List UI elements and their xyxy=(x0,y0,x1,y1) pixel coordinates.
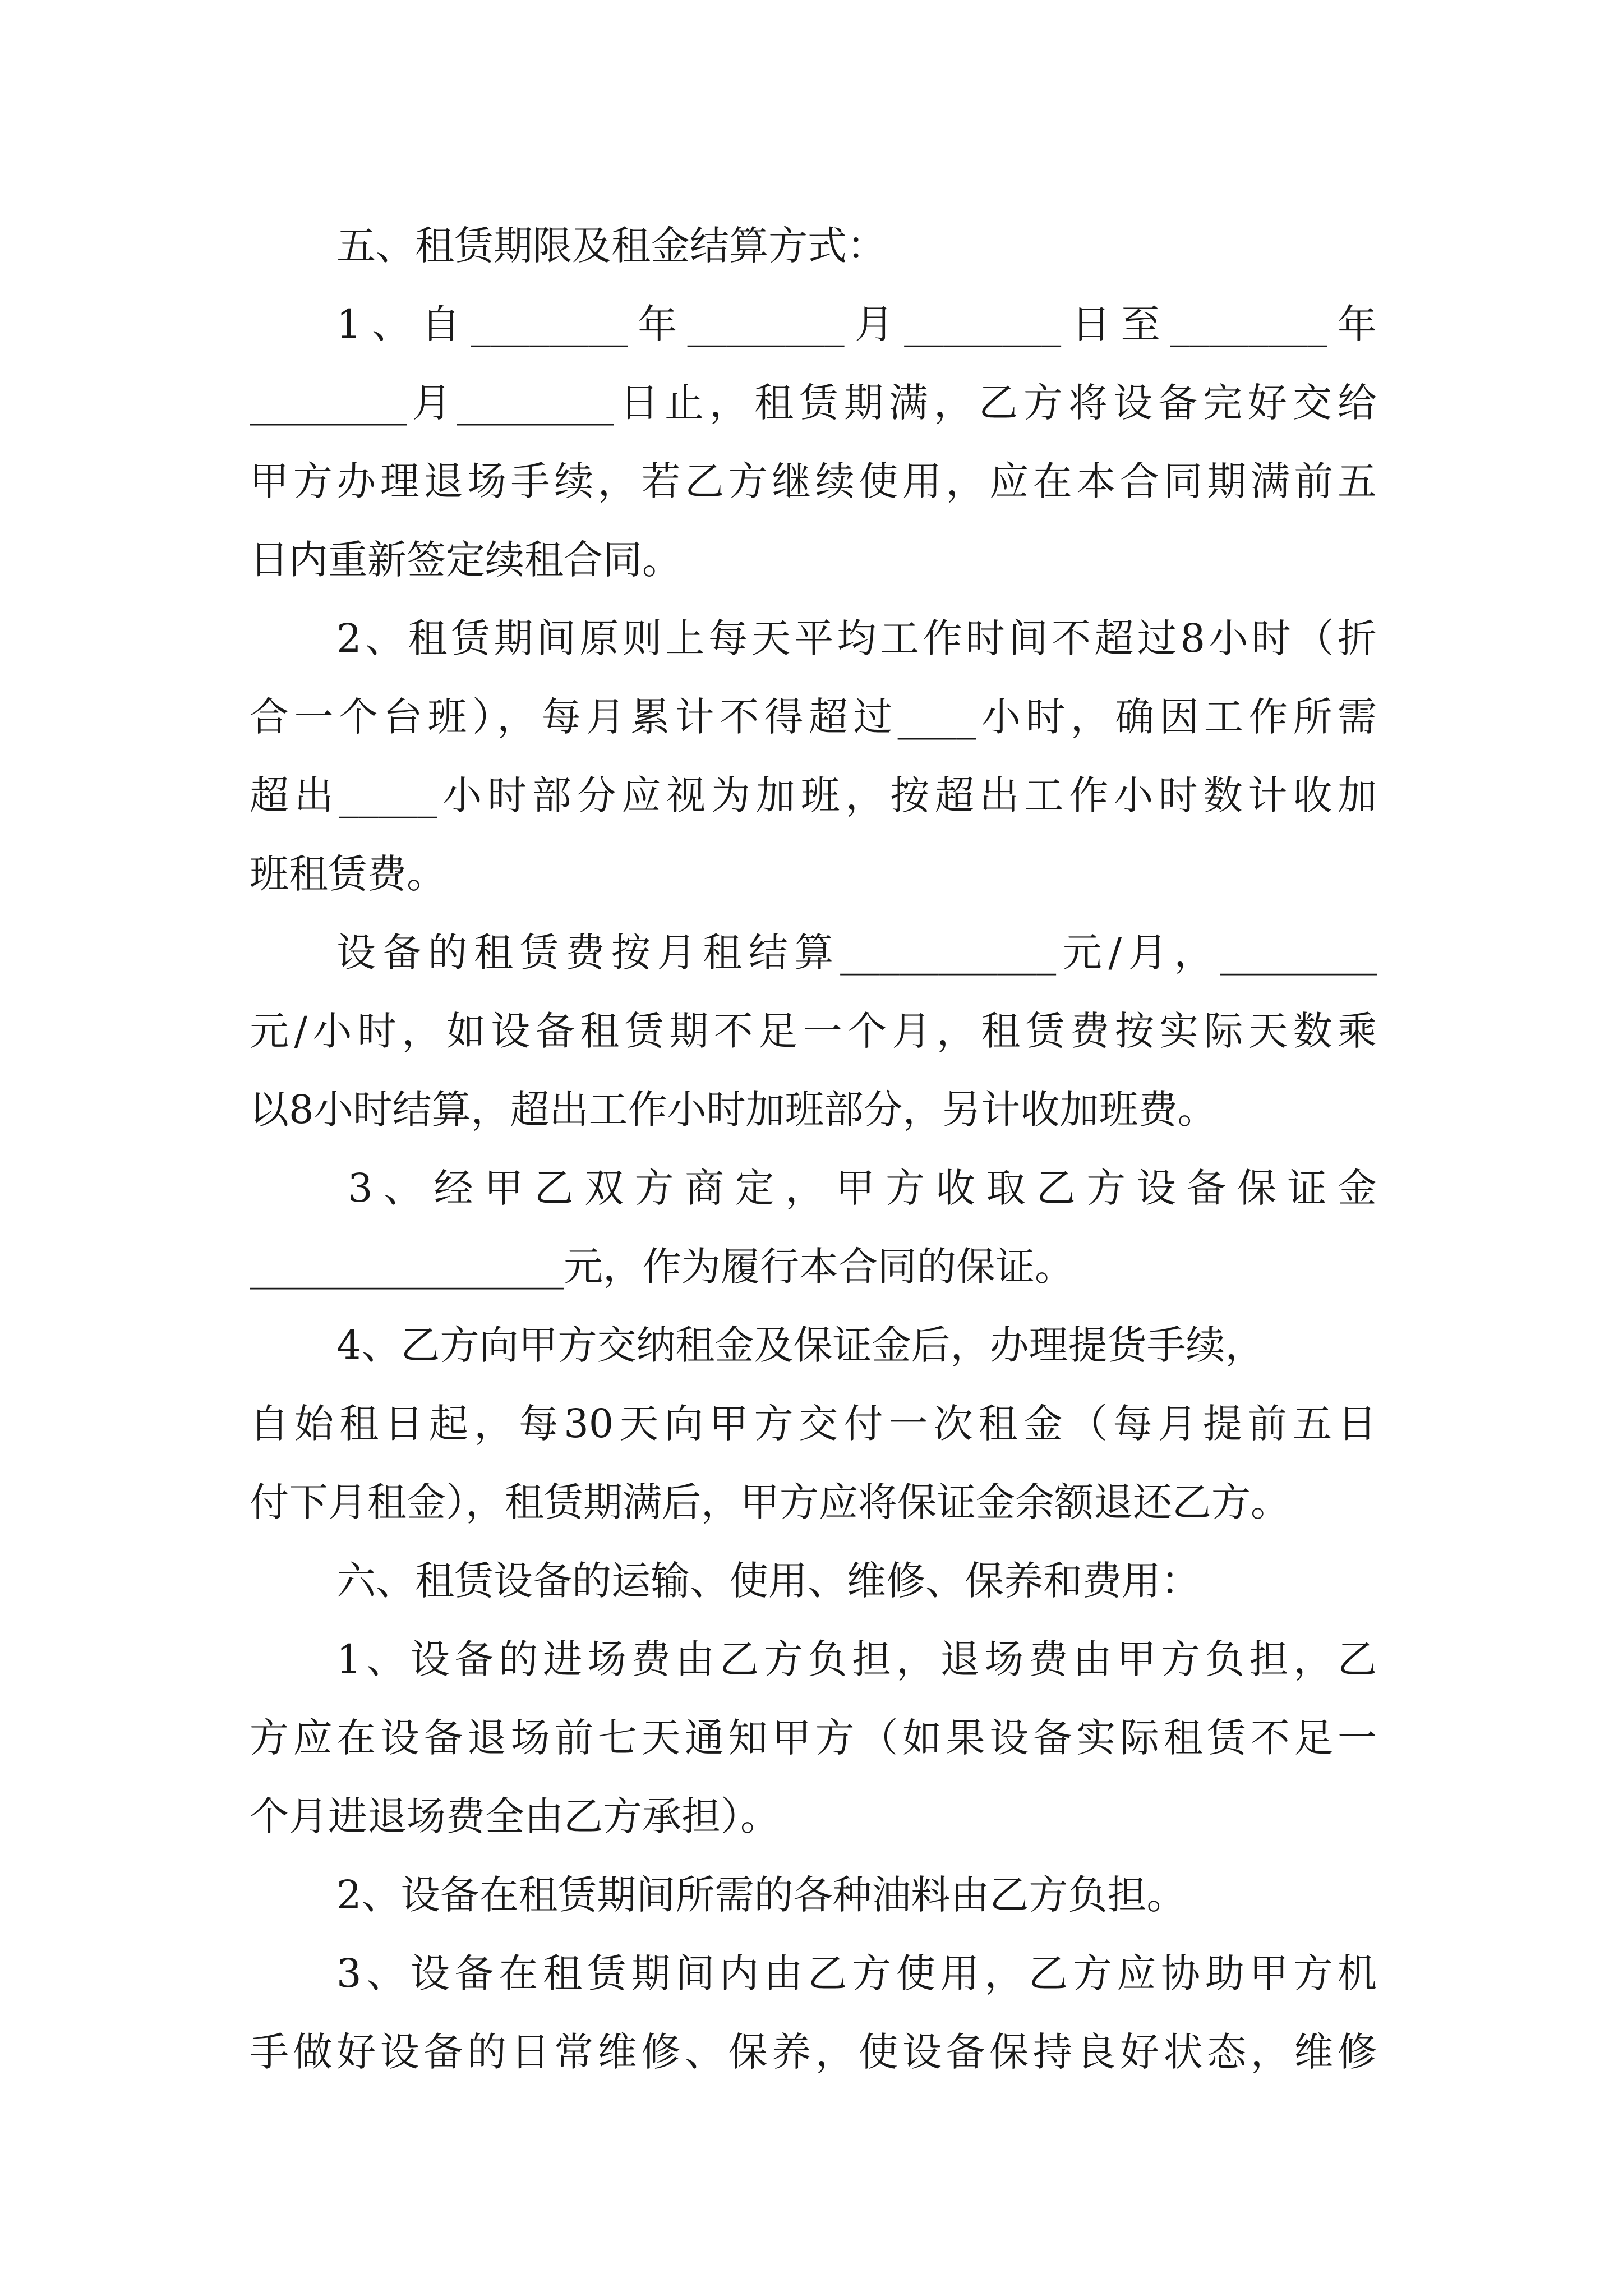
text-line: 元/小时，如设备租赁期不足一个月，租赁费按实际天数乘 xyxy=(250,1008,1377,1054)
text-line: 甲方办理退场手续，若乙方继续使用，应在本合同期满前五 xyxy=(250,458,1377,504)
text-line: 超出_____小时部分应视为加班，按超出工作小时数计收加 xyxy=(250,772,1377,818)
text-line: 合一个台班），每月累计不得超过____小时，确因工作所需 xyxy=(250,694,1377,740)
text-line: 付下月租金），租赁期满后，甲方应将保证金余额退还乙方。 xyxy=(250,1479,1290,1525)
text-line: ________月________日止，租赁期满，乙方将设备完好交给 xyxy=(250,380,1377,426)
section-six-heading: 六、租赁设备的运输、使用、维修、保养和费用： xyxy=(336,1558,1200,1604)
section-five-heading: 五、租赁期限及租金结算方式： xyxy=(336,223,886,269)
text-line: ________________元，作为履行本合同的保证。 xyxy=(250,1244,1074,1290)
text-line: 班租赁费。 xyxy=(250,851,446,897)
text-line: 1、设备的进场费由乙方负担，退场费由甲方负担，乙 xyxy=(336,1636,1377,1682)
text-line: 3、设备在租赁期间内由乙方使用，乙方应协助甲方机 xyxy=(336,1950,1377,1996)
text-line: 自始租日起，每30天向甲方交付一次租金（每月提前五日 xyxy=(250,1401,1377,1447)
text-line: 日内重新签定续租合同。 xyxy=(250,537,681,583)
text-line: 1、自________年________月________日至________年 xyxy=(336,301,1377,347)
text-line: 以8小时结算，超出工作小时加班部分，另计收加班费。 xyxy=(250,1087,1217,1133)
text-line: 2、租赁期间原则上每天平均工作时间不超过8小时（折 xyxy=(336,615,1377,661)
text-line: 方应在设备退场前七天通知甲方（如果设备实际租赁不足一 xyxy=(250,1715,1377,1761)
text-line: 4、乙方向甲方交纳租金及保证金后，办理提货手续， xyxy=(336,1322,1265,1368)
text-line: 手做好设备的日常维修、保养，使设备保持良好状态，维修 xyxy=(250,2029,1377,2075)
text-line: 2、设备在租赁期间所需的各种油料由乙方负担。 xyxy=(336,1872,1186,1918)
text-line: 设备的租赁费按月租结算___________元/月，________ xyxy=(336,930,1377,976)
text-line: 3、经甲乙双方商定，甲方收取乙方设备保证金 xyxy=(348,1165,1377,1211)
text-line: 个月进退场费全由乙方承担）。 xyxy=(250,1793,780,1839)
